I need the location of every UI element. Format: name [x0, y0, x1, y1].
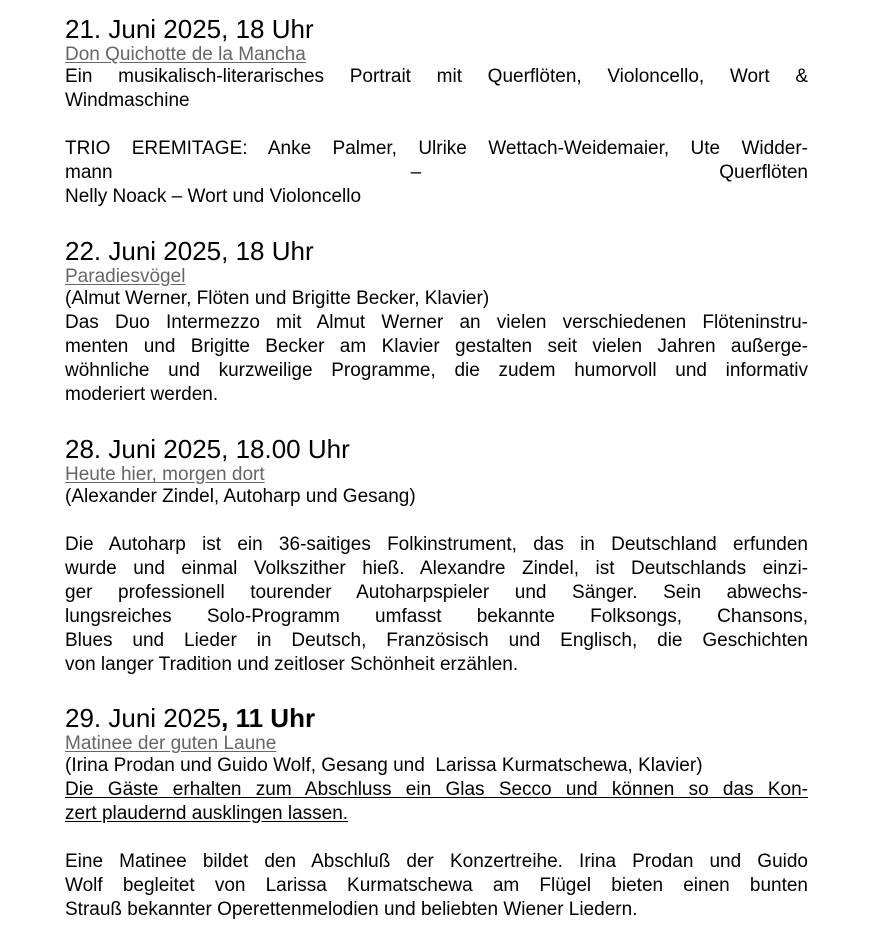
event-3 [65, 434, 808, 677]
event-2 [65, 236, 808, 407]
event-title-link[interactable]: Matinee der guten Laune [65, 733, 277, 754]
event-description-line: wurde und einmal Volkszither hieß. Alexandre Zindel, ist Deutschlands einzi- [65, 558, 808, 579]
event-title-link[interactable]: Paradiesvögel [65, 266, 186, 287]
event-performers: (Irina Prodan und Guido Wolf, Gesang und Larissa Kurmatschewa, Klavier) [65, 755, 703, 776]
event-date [65, 703, 808, 733]
event-description-line: von langer Tradition und zeitloser Schönheit erzählen. [65, 654, 519, 675]
event-performers-line: Nelly Noack – Wort und Violoncello [65, 186, 362, 207]
event-description-line: wöhnliche und kurzweilige Programme, die zudem humorvoll und informativ [65, 360, 808, 381]
event-description-line: lungsreiches Solo-Programm umfasst bekannte Folksongs, Chansons, [65, 606, 808, 627]
event-title-link[interactable]: Heute hier, morgen dort [65, 464, 265, 485]
event-title-link[interactable]: Don Quichotte de la Mancha [65, 44, 306, 65]
event-description-line: ger professionell tourender Autoharpspieler und Sänger. Sein abwechs- [65, 582, 808, 603]
event-description-line: Windmaschine [65, 90, 190, 111]
event-description-line: Blues und Lieder in Deutsch, Französisch und Englisch, die Geschichten [65, 630, 808, 651]
event-date: 28. Juni 2025, 18.00 Uhr [65, 434, 350, 464]
event-performers-line: mann – Querflöten [65, 162, 808, 183]
event-note-line: Die Gäste erhalten zum Abschluss ein Glas Secco und können so das Kon- [65, 779, 808, 800]
event-note-line: zert plaudernd ausklingen lassen. [65, 803, 349, 824]
event-description-line: Strauß bekannter Operettenmelodien und beliebten Wiener Liedern. [65, 899, 638, 920]
event-description-line: menten und Brigitte Becker am Klavier gestalten seit vielen Jahren außerge- [65, 336, 808, 357]
event-date-prefix: 29. Juni 2025 [65, 703, 222, 733]
event-date-time: , 11 Uhr [221, 703, 316, 733]
event-4 [65, 703, 808, 922]
event-performers: (Alexander Zindel, Autoharp und Gesang) [65, 486, 416, 507]
event-description-line: Die Autoharp ist ein 36-saitiges Folkinstrument, das in Deutschland erfunden [65, 534, 808, 555]
event-description-line: Ein musikalisch-literarisches Portrait mit Querflöten, Violoncello, Wort & [65, 66, 808, 87]
event-performers-line: TRIO EREMITAGE: Anke Palmer, Ulrike Wettach-Weidemaier, Ute Widder- [65, 138, 808, 159]
event-date: 22. Juni 2025, 18 Uhr [65, 236, 314, 266]
event-description-line: Wolf begleitet von Larissa Kurmatschewa am Flügel bieten einen bunten [65, 875, 808, 896]
event-note-line-wrap [65, 802, 808, 826]
event-date: 21. Juni 2025, 18 Uhr [65, 14, 314, 44]
event-1 [65, 14, 808, 209]
event-performers: (Almut Werner, Flöten und Brigitte Becker, Klavier) [65, 288, 490, 309]
event-description-line: Das Duo Intermezzo mit Almut Werner an vielen verschiedenen Flöteninstru- [65, 312, 808, 333]
event-description-line: Eine Matinee bildet den Abschluß der Konzertreihe. Irina Prodan und Guido [65, 851, 808, 872]
event-description-line: moderiert werden. [65, 384, 219, 405]
